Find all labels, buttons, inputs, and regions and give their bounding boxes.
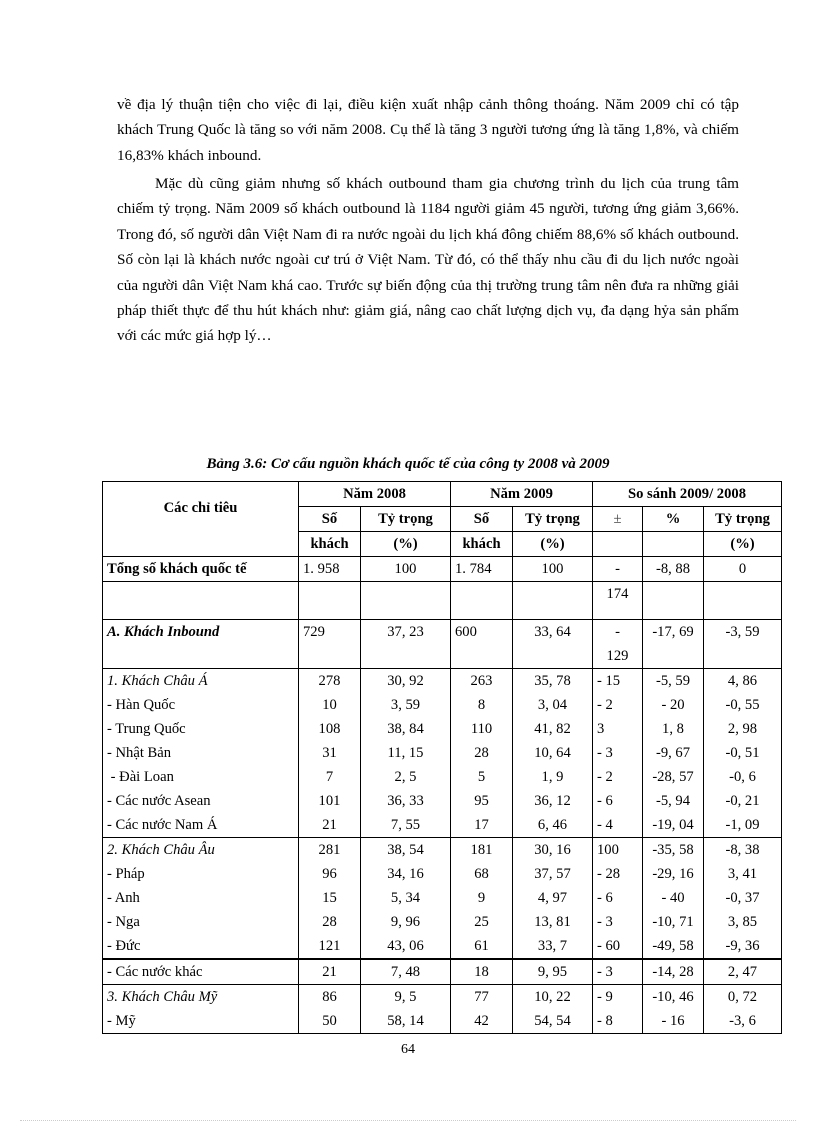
table-row	[103, 693, 782, 717]
cell: 5	[451, 765, 513, 789]
cell: -0, 51	[704, 741, 782, 765]
cell: 30, 16	[513, 838, 593, 863]
cell: - 8	[593, 1009, 643, 1034]
cell: 28	[299, 910, 361, 934]
cell: -0, 21	[704, 789, 782, 813]
cell: - 3	[593, 741, 643, 765]
cell: - 2	[593, 765, 643, 789]
cell: - 3	[593, 959, 643, 985]
cell: 21	[299, 959, 361, 985]
cell: -0, 55	[704, 693, 782, 717]
table-row	[103, 934, 782, 959]
cell: 9, 96	[361, 910, 451, 934]
cell: 600	[451, 620, 513, 645]
cell	[643, 644, 704, 669]
cell	[513, 644, 593, 669]
cell: -10, 46	[643, 985, 704, 1010]
table-row	[103, 789, 782, 813]
cell: 28	[451, 741, 513, 765]
header-guests-2009-unit: khách	[451, 532, 513, 557]
table-row	[103, 765, 782, 789]
cell: 181	[451, 838, 513, 863]
cell: -5, 94	[643, 789, 704, 813]
cell	[103, 644, 299, 669]
cell: 1, 9	[513, 765, 593, 789]
cell: -0, 37	[704, 886, 782, 910]
cell: 33, 64	[513, 620, 593, 645]
cell: 18	[451, 959, 513, 985]
paragraph-2: Mặc dù cũng giảm nhưng số khách outbound tham gia chương trình du lịch của trung tâm chiếm tỷ trọng. Năm 2009 số khách outbound là 1184 người giảm 45 người, tương ứng giảm 3,66%. Trong đó, số người dân Việt Nam đi ra nước ngoài du lịch khá đông chiếm 88,6% số khách outbound. Số còn lại là khách nước ngoài cư trú ở Việt Nam. Từ đó, có thể thấy nhu cầu đi du lịch nước ngoài của người dân Việt Nam khá cao. Trước sự biến động của thị trường trung tâm nên đưa ra những giải pháp thiết thực để thu hút khách như: giảm giá, nâng cao chất lượng dịch vụ, đa dạng hỷa sản phẩm với các mức giá hợp lý…	[117, 175, 739, 345]
row-label: - Các nước Nam Á	[103, 813, 299, 838]
cell: 10	[299, 693, 361, 717]
table-row	[103, 862, 782, 886]
cell: 2, 5	[361, 765, 451, 789]
cell: 8	[451, 693, 513, 717]
cell: 15	[299, 886, 361, 910]
header-guests-2009: Số	[451, 507, 513, 532]
cell: - 28	[593, 862, 643, 886]
header-year-2008: Năm 2008	[299, 482, 451, 507]
cell: 3, 85	[704, 910, 782, 934]
cell: - 9	[593, 985, 643, 1010]
cell: 9	[451, 886, 513, 910]
cell: 110	[451, 717, 513, 741]
row-label: A. Khách Inbound	[103, 620, 299, 645]
row-label: 1. Khách Châu Á	[103, 669, 299, 694]
cell: -8, 88	[643, 557, 704, 582]
cell: -8, 38	[704, 838, 782, 863]
header-diff-unit	[593, 532, 643, 557]
cell: 42	[451, 1009, 513, 1034]
cell: 96	[299, 862, 361, 886]
cell: 86	[299, 985, 361, 1010]
cell: 4, 97	[513, 886, 593, 910]
row-label: - Nga	[103, 910, 299, 934]
cell: 1, 8	[643, 717, 704, 741]
row-label: - Đức	[103, 934, 299, 959]
paragraph-1: về địa lý thuận tiện cho việc đi lại, điều kiện xuất nhập cảnh thông thoáng. Năm 2009 chỉ có tập khách Trung Quốc là tăng so với năm 2008. Cụ thể là tăng 3 người tương ứng là tăng 1,8%, và chiếm 16,83% khách inbound.	[117, 96, 739, 164]
cell: 2, 98	[704, 717, 782, 741]
row-label: - Các nước Asean	[103, 789, 299, 813]
cell: 729	[299, 620, 361, 645]
cell: 1. 784	[451, 557, 513, 582]
row-label: - Mỹ	[103, 1009, 299, 1034]
cell: 35, 78	[513, 669, 593, 694]
cell: 108	[299, 717, 361, 741]
cell: 9, 95	[513, 959, 593, 985]
cell: 129	[593, 644, 643, 669]
cell	[704, 582, 782, 620]
cell: 121	[299, 934, 361, 959]
cell: 61	[451, 934, 513, 959]
cell: 174	[593, 582, 643, 620]
cell: -14, 28	[643, 959, 704, 985]
table-row	[103, 910, 782, 934]
cell: - 16	[643, 1009, 704, 1034]
cell: 43, 06	[361, 934, 451, 959]
cell: 3, 59	[361, 693, 451, 717]
cell: 30, 92	[361, 669, 451, 694]
row-label: - Anh	[103, 886, 299, 910]
row-label: - Đài Loan	[103, 765, 299, 789]
row-label: 2. Khách Châu Âu	[103, 838, 299, 863]
cell: - 40	[643, 886, 704, 910]
cell: 100	[593, 838, 643, 863]
cell: - 2	[593, 693, 643, 717]
header-diff: ±	[593, 507, 643, 532]
cell: 77	[451, 985, 513, 1010]
cell: - 3	[593, 910, 643, 934]
cell: - 60	[593, 934, 643, 959]
header-share-compare-unit: (%)	[704, 532, 782, 557]
cell: -35, 58	[643, 838, 704, 863]
cell	[299, 644, 361, 669]
header-share-2008: Tỷ trọng	[361, 507, 451, 532]
row-label	[103, 582, 299, 620]
cell: 2, 47	[704, 959, 782, 985]
cell: 31	[299, 741, 361, 765]
cell: -49, 58	[643, 934, 704, 959]
table-row	[103, 886, 782, 910]
cell: -3, 6	[704, 1009, 782, 1034]
row-label: - Pháp	[103, 862, 299, 886]
cell	[451, 582, 513, 620]
table-row	[103, 838, 782, 863]
header-pct-unit	[643, 532, 704, 557]
cell: -9, 67	[643, 741, 704, 765]
cell: 33, 7	[513, 934, 593, 959]
cell: 263	[451, 669, 513, 694]
cell: - 6	[593, 886, 643, 910]
cell: 101	[299, 789, 361, 813]
cell: 25	[451, 910, 513, 934]
row-label: Tổng số khách quốc tế	[103, 557, 299, 582]
table-body	[103, 557, 782, 1034]
cell	[361, 582, 451, 620]
row-label: - Trung Quốc	[103, 717, 299, 741]
cell: -28, 57	[643, 765, 704, 789]
table-row	[103, 557, 782, 582]
cell: 36, 33	[361, 789, 451, 813]
guest-structure-table	[102, 481, 782, 1034]
cell: -17, 69	[643, 620, 704, 645]
cell	[704, 644, 782, 669]
header-criteria: Các chỉ tiêu	[103, 482, 299, 557]
cell: 4, 86	[704, 669, 782, 694]
cell: -10, 71	[643, 910, 704, 934]
page-number: 64	[401, 1042, 415, 1057]
cell: 10, 64	[513, 741, 593, 765]
table-row	[103, 644, 782, 669]
cell	[299, 582, 361, 620]
header-share-2008-unit: (%)	[361, 532, 451, 557]
cell: -	[593, 557, 643, 582]
row-label: 3. Khách Châu Mỹ	[103, 985, 299, 1010]
cell: -19, 04	[643, 813, 704, 838]
cell: 38, 84	[361, 717, 451, 741]
cell: - 6	[593, 789, 643, 813]
cell: 10, 22	[513, 985, 593, 1010]
header-compare: So sánh 2009/ 2008	[593, 482, 782, 507]
cell: 9, 5	[361, 985, 451, 1010]
cell	[513, 582, 593, 620]
cell: 17	[451, 813, 513, 838]
cell: - 20	[643, 693, 704, 717]
table-caption: Bảng 3.6: Cơ cấu nguồn khách quốc tế của công ty 2008 và 2009	[206, 456, 610, 472]
cell: 37, 57	[513, 862, 593, 886]
cell: 7, 48	[361, 959, 451, 985]
cell: -3, 59	[704, 620, 782, 645]
header-guests-2008-unit: khách	[299, 532, 361, 557]
cell: 50	[299, 1009, 361, 1034]
cell: 13, 81	[513, 910, 593, 934]
cell: 3	[593, 717, 643, 741]
header-share-2009-unit: (%)	[513, 532, 593, 557]
cell: 54, 54	[513, 1009, 593, 1034]
header-share-2009: Tỷ trọng	[513, 507, 593, 532]
cell: 36, 12	[513, 789, 593, 813]
table-row	[103, 959, 782, 985]
cell: 68	[451, 862, 513, 886]
cell: -1, 09	[704, 813, 782, 838]
table-row	[103, 1009, 782, 1034]
cell: - 4	[593, 813, 643, 838]
cell: -9, 36	[704, 934, 782, 959]
cell: -29, 16	[643, 862, 704, 886]
cell: 58, 14	[361, 1009, 451, 1034]
header-year-2009: Năm 2009	[451, 482, 593, 507]
cell: 6, 46	[513, 813, 593, 838]
cell: - 15	[593, 669, 643, 694]
cell	[451, 644, 513, 669]
header-share-compare: Tỷ trọng	[704, 507, 782, 532]
cell: 11, 15	[361, 741, 451, 765]
cell: 38, 54	[361, 838, 451, 863]
cell: -	[593, 620, 643, 645]
header-guests-2008: Số	[299, 507, 361, 532]
row-label: - Hàn Quốc	[103, 693, 299, 717]
cell: 278	[299, 669, 361, 694]
cell: 34, 16	[361, 862, 451, 886]
cell: 100	[513, 557, 593, 582]
cell: 0, 72	[704, 985, 782, 1010]
cell: 1. 958	[299, 557, 361, 582]
table-row	[103, 813, 782, 838]
table-row	[103, 985, 782, 1010]
cell: 7, 55	[361, 813, 451, 838]
cell: 3, 41	[704, 862, 782, 886]
row-label: - Các nước khác	[103, 959, 299, 985]
table-row	[103, 669, 782, 694]
row-label: - Nhật Bản	[103, 741, 299, 765]
cell: 3, 04	[513, 693, 593, 717]
cell: 41, 82	[513, 717, 593, 741]
cell: 281	[299, 838, 361, 863]
cell: 21	[299, 813, 361, 838]
table-row	[103, 620, 782, 645]
cell	[643, 582, 704, 620]
cell: 95	[451, 789, 513, 813]
cell: -0, 6	[704, 765, 782, 789]
cell: 5, 34	[361, 886, 451, 910]
cell: 0	[704, 557, 782, 582]
footer-divider	[20, 1120, 796, 1121]
cell: -5, 59	[643, 669, 704, 694]
cell	[361, 644, 451, 669]
cell: 7	[299, 765, 361, 789]
table-row	[103, 741, 782, 765]
table-row	[103, 582, 782, 620]
table-row	[103, 717, 782, 741]
cell: 37, 23	[361, 620, 451, 645]
header-pct: %	[643, 507, 704, 532]
cell: 100	[361, 557, 451, 582]
